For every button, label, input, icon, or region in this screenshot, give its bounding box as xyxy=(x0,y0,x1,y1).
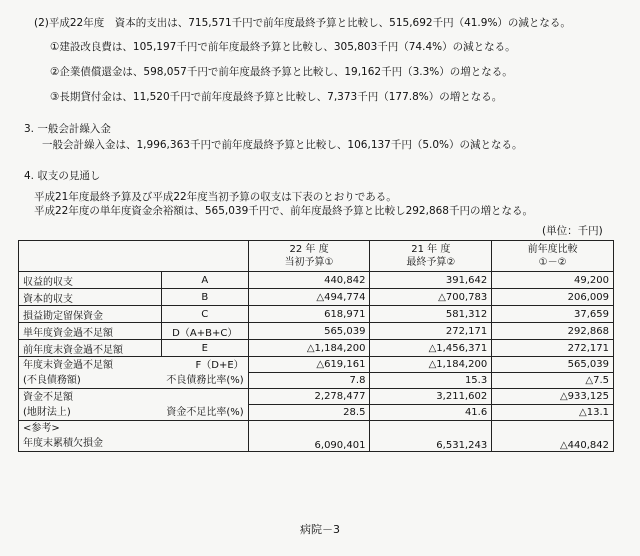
section3-title: 3. 一般会計繰入金 xyxy=(24,123,111,135)
table-row-g xyxy=(19,389,614,421)
page-number: 病院－3 xyxy=(300,523,340,536)
row-label: 単年度資金過不足額 xyxy=(19,323,162,340)
header-col3-line2: ①－② xyxy=(538,257,567,268)
row-code: C xyxy=(161,306,248,323)
row-code: D（A+B+C） xyxy=(161,323,248,340)
cell-value: 618,971 xyxy=(248,306,370,323)
row-g-label xyxy=(19,389,249,421)
cell-value: 272,171 xyxy=(492,340,614,357)
cell-value: △494,774 xyxy=(248,289,370,306)
cell-value: △933,125 xyxy=(492,389,613,405)
cell-ratio: 41.6 xyxy=(464,407,488,418)
cell-value: 2,278,477 xyxy=(249,389,370,405)
row-f-col2 xyxy=(370,357,492,389)
table-row xyxy=(19,340,614,357)
table-row xyxy=(19,272,614,289)
row-g-col3 xyxy=(492,389,614,421)
cell-ratio: 7.8 xyxy=(349,375,366,386)
cell-value: 6,090,401 xyxy=(248,421,370,452)
row-h-label1: <参考> xyxy=(23,423,60,434)
row-h-label xyxy=(19,421,249,452)
cell-value: △619,161 xyxy=(249,357,370,373)
cell-value: 272,171 xyxy=(370,323,492,340)
cell-value: △440,842 xyxy=(492,421,614,452)
cell-ratio: △13.1 xyxy=(579,407,609,418)
cell-value: 565,039 xyxy=(492,357,613,373)
row-f-label1: 年度末資金過不足額 xyxy=(23,359,113,371)
row-g-col1 xyxy=(248,389,370,421)
cell-value: 49,200 xyxy=(492,272,614,289)
row-f-col3 xyxy=(492,357,614,389)
row-label: 収益的収支 xyxy=(19,272,162,289)
row-f-label xyxy=(19,357,249,389)
header-col3-line1: 前年度比較 xyxy=(527,244,578,255)
header-col2-line2: 最終予算② xyxy=(406,257,456,268)
cell-ratio: △7.5 xyxy=(585,375,609,386)
header-col1 xyxy=(248,241,370,272)
row-f-col1 xyxy=(248,357,370,389)
budget-table xyxy=(18,240,614,452)
row-f-code: F（D+E） xyxy=(195,359,244,371)
header-blank xyxy=(19,241,249,272)
cell-ratio: 28.5 xyxy=(343,407,366,418)
section4-line1: 平成21年度最終予算及び平成22年度当初予算の収支は下表のとおりである。 xyxy=(34,191,397,203)
cell-value: 6,531,243 xyxy=(370,421,492,452)
capital-heading: (2)平成22年度 資本的支出は、715,571千円で前年度最終予算と比較し、515,692千円（41.9%）の減となる。 xyxy=(34,17,571,29)
capital-item-2: ②企業債償還金は、598,057千円で前年度最終予算と比較し、19,162千円（3.3%）の増となる。 xyxy=(50,66,513,78)
cell-value: 37,659 xyxy=(492,306,614,323)
cell-value: 565,039 xyxy=(248,323,370,340)
cell-value: 581,312 xyxy=(370,306,492,323)
row-label: 損益勘定留保資金 xyxy=(19,306,162,323)
row-f-label2: (不良債務額) xyxy=(23,374,81,386)
row-label: 前年度末資金過不足額 xyxy=(19,340,162,357)
capital-item-3: ③長期貸付金は、11,520千円で前年度最終予算と比較し、7,373千円（177.8%）の増となる。 xyxy=(50,91,503,103)
row-h-label2: 年度末累積欠損金 xyxy=(23,438,103,449)
table-row-f xyxy=(19,357,614,389)
cell-value: 3,211,602 xyxy=(370,389,491,405)
row-label: 資本的収支 xyxy=(19,289,162,306)
table-row-h xyxy=(19,421,614,452)
row-g-label2: (地財法上) xyxy=(23,406,71,418)
table-row xyxy=(19,306,614,323)
section3-body: 一般会計繰入金は、1,996,363千円で前年度最終予算と比較し、106,137千円（5.0%）の減となる。 xyxy=(42,139,523,151)
row-g-col2 xyxy=(370,389,492,421)
cell-value: 292,868 xyxy=(492,323,614,340)
cell-value: △700,783 xyxy=(370,289,492,306)
table-row xyxy=(19,289,614,306)
cell-value: 440,842 xyxy=(248,272,370,289)
table-row xyxy=(19,323,614,340)
cell-value: 391,642 xyxy=(370,272,492,289)
header-col1-line1: 22 年 度 xyxy=(289,244,329,255)
header-col2-line1: 21 年 度 xyxy=(411,244,451,255)
row-code: B xyxy=(161,289,248,306)
section4-title: 4. 収支の見通し xyxy=(24,170,101,182)
header-col3 xyxy=(492,241,614,272)
cell-value: △1,456,371 xyxy=(370,340,492,357)
cell-value: △1,184,200 xyxy=(248,340,370,357)
row-g-sublabel: 資金不足比率(%) xyxy=(166,406,244,418)
unit-label: (単位：千円) xyxy=(542,225,603,237)
section4-line2: 平成22年度の単年度資金余裕額は、565,039千円で、前年度最終予算と比較し292,868千円の増となる。 xyxy=(34,205,533,217)
cell-ratio: 15.3 xyxy=(464,375,488,386)
cell-value: 206,009 xyxy=(492,289,614,306)
row-code: A xyxy=(161,272,248,289)
row-f-sublabel: 不良債務比率(%) xyxy=(166,374,244,386)
header-col1-line2: 当初予算① xyxy=(284,257,334,268)
header-col2 xyxy=(370,241,492,272)
capital-item-1: ①建設改良費は、105,197千円で前年度最終予算と比較し、305,803千円（74.4%）の減となる。 xyxy=(50,41,516,53)
table-header-row xyxy=(19,241,614,272)
row-g-label1: 資金不足額 xyxy=(23,391,73,403)
row-code: E xyxy=(161,340,248,357)
cell-value: △1,184,200 xyxy=(370,357,491,373)
